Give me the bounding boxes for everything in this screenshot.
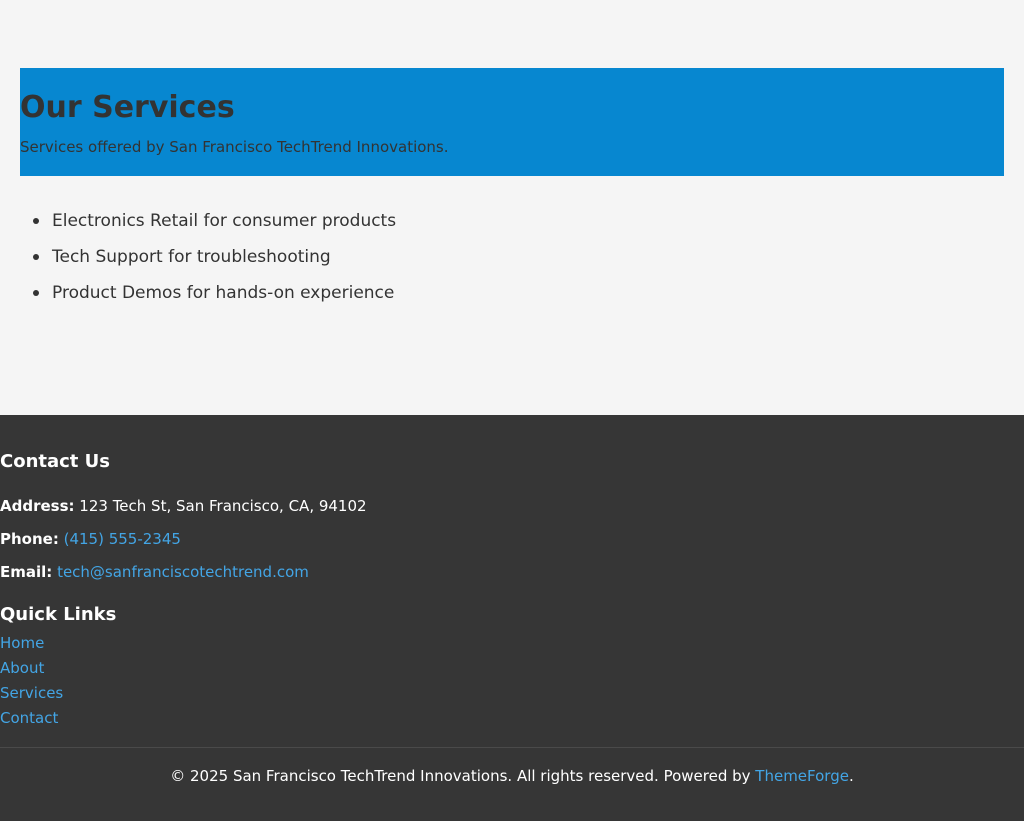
contact-phone xyxy=(0,528,181,550)
quick-links-list xyxy=(0,631,63,731)
quick-links-heading: Quick Links xyxy=(0,604,117,625)
service-item xyxy=(0,275,396,311)
bullet-icon xyxy=(33,218,39,224)
service-label: Tech Support for troubleshooting xyxy=(52,247,331,267)
quick-link-services[interactable]: Services xyxy=(0,684,64,702)
page-title: Our Services xyxy=(20,90,235,125)
email-label: Email: xyxy=(0,563,53,581)
themeforge-link[interactable]: ThemeForge xyxy=(755,767,849,785)
quick-link-about[interactable]: About xyxy=(0,659,45,677)
page-subtitle: Services offered by San Francisco TechTrend Innovations. xyxy=(20,138,449,156)
address-label: Address: xyxy=(0,497,75,515)
quick-link-item xyxy=(0,656,63,681)
address-value: 123 Tech St, San Francisco, CA, 94102 xyxy=(79,497,367,515)
phone-link[interactable]: (415) 555-2345 xyxy=(63,530,181,548)
site-footer xyxy=(0,415,1024,821)
contact-email xyxy=(0,561,309,583)
copyright-text: © 2025 San Francisco TechTrend Innovations. All rights reserved. Powered by xyxy=(170,767,751,785)
quick-link-contact[interactable]: Contact xyxy=(0,709,59,727)
quick-link-item xyxy=(0,706,63,731)
footer-divider xyxy=(0,747,1024,748)
service-item xyxy=(0,239,396,275)
service-item xyxy=(0,203,396,239)
copyright-suffix: . xyxy=(848,767,854,785)
bullet-icon xyxy=(33,254,39,260)
services-list xyxy=(0,203,396,311)
service-label: Electronics Retail for consumer products xyxy=(52,211,397,231)
quick-link-item xyxy=(0,631,63,656)
bullet-icon xyxy=(33,290,39,296)
phone-label: Phone: xyxy=(0,530,59,548)
contact-address xyxy=(0,495,367,517)
contact-heading: Contact Us xyxy=(0,451,111,472)
quick-link-home[interactable]: Home xyxy=(0,634,45,652)
copyright xyxy=(0,765,1024,787)
services-hero xyxy=(20,68,1004,176)
service-label: Product Demos for hands-on experience xyxy=(52,283,395,303)
quick-link-item xyxy=(0,681,63,706)
email-link[interactable]: tech@sanfranciscotechtrend.com xyxy=(57,563,309,581)
